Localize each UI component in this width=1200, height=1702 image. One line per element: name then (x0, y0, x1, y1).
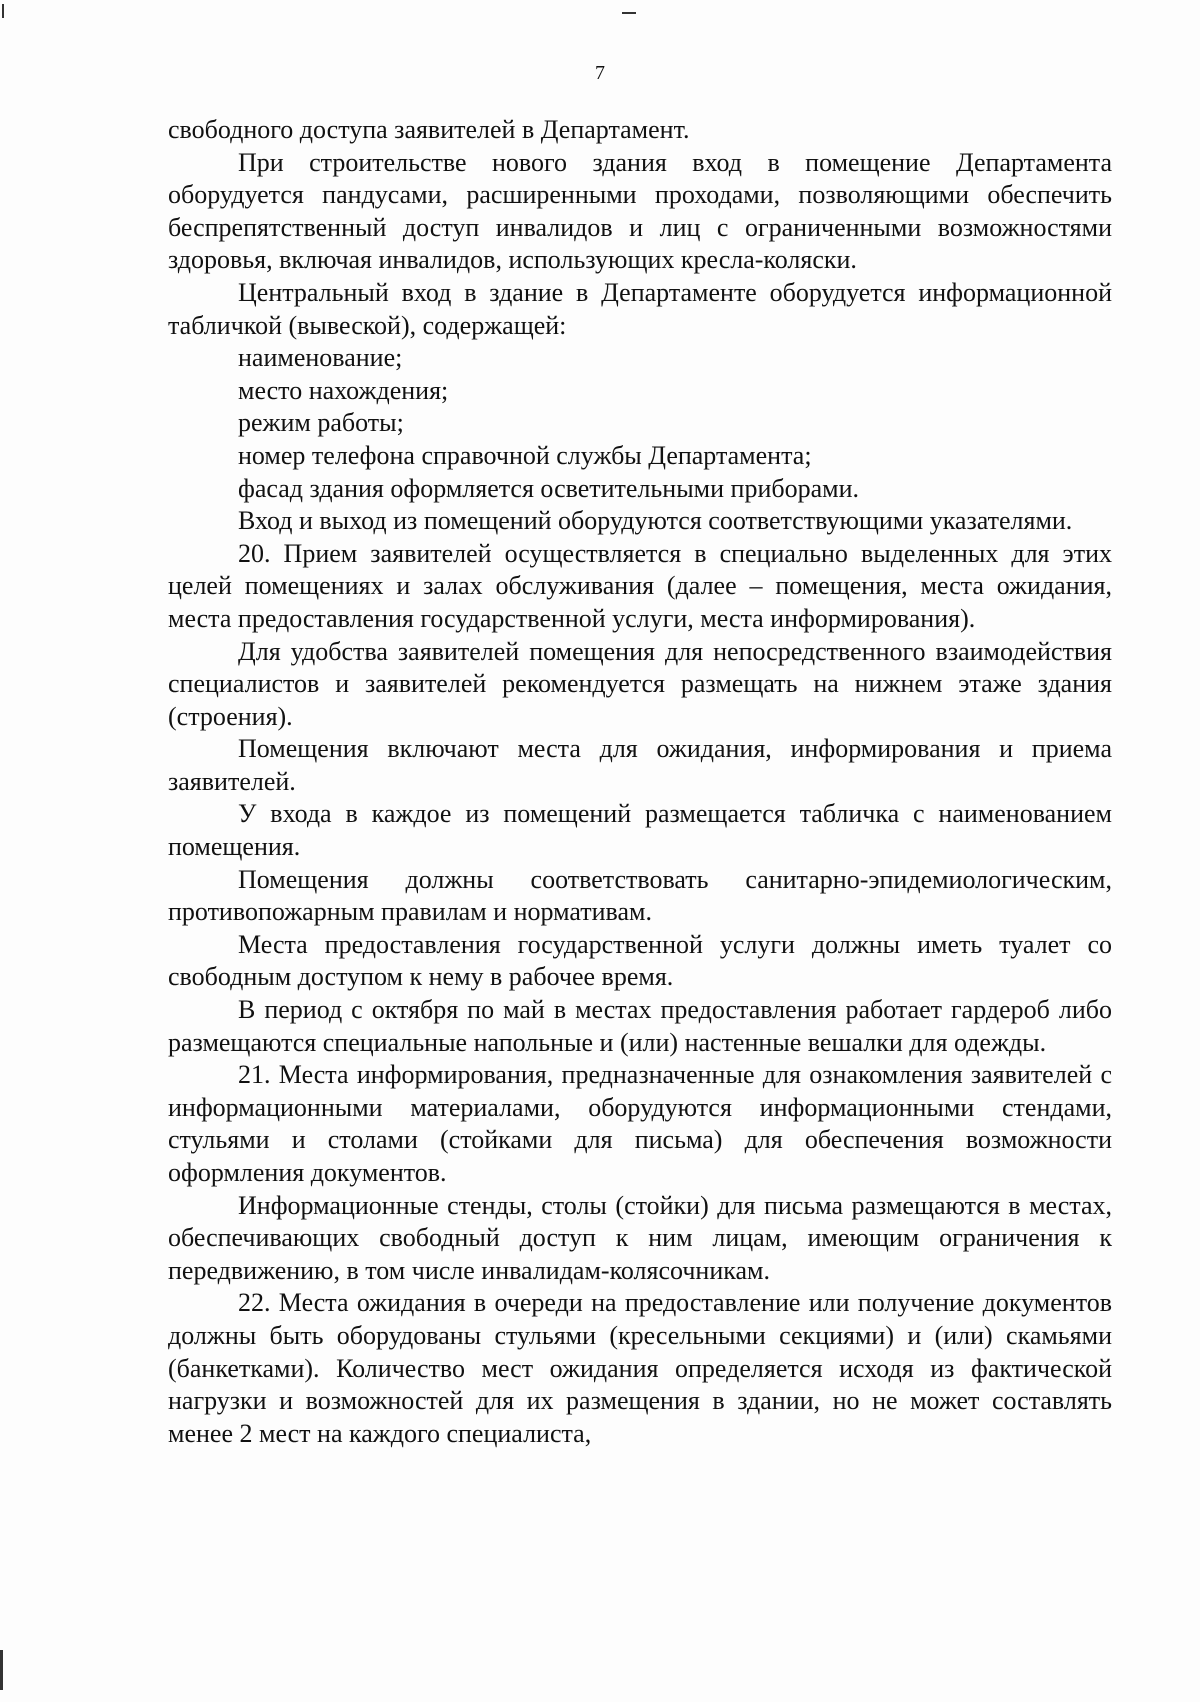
paragraph: свободного доступа заявителей в Департамент. (168, 115, 690, 144)
scan-mark (0, 1650, 3, 1690)
paragraph: У входа в каждое из помещений размещается табличка с наименованием помещения. (168, 799, 1112, 862)
scan-mark (622, 12, 636, 14)
paragraph: В период с октября по май в местах предоставления работает гардероб либо размещаются специальные напольные и (или) настенные вешалки для одежды. (168, 995, 1112, 1057)
paragraph: Вход и выход из помещений оборудуются соответствующими указателями. (238, 506, 1073, 536)
paragraph: Центральный вход в здание в Департаменте оборудуется информационной табличкой (вывеской), содержащей: (168, 277, 1112, 340)
list-item: место нахождения; (238, 375, 449, 405)
paragraph: Помещения должны соответствовать санитарно-эпидемиологическим, противопожарным правилам и нормативам. (168, 864, 1112, 927)
list-item: фасад здания оформляется осветительными приборами. (238, 473, 860, 503)
paragraph: 21. Места информирования, предназначенные для ознакомления заявителей с информационными материалами, оборудуются информационными стендами, стульями и столами (стойками для письма) для обеспечения возможности оформления документов. (168, 1060, 1112, 1187)
list-item: наименование; (238, 343, 403, 373)
document-body (168, 114, 1112, 1450)
scan-mark (2, 4, 4, 18)
list-item: номер телефона справочной службы Департамента; (238, 440, 812, 470)
paragraph: 22. Места ожидания в очереди на предоставление или получение документов должны быть оборудованы стульями (кресельными секциями) и (или) скамьями (банкетками). Количество мест ожидания определяется исходя из фактической нагрузки и возможностей для их размещения в здании, но не может составлять менее 2 мест на каждого специалиста, (168, 1288, 1112, 1448)
paragraph: Помещения включают места для ожидания, информирования и приема заявителей. (168, 734, 1112, 796)
paragraph: При строительстве нового здания вход в помещение Департамента оборудуется пандусами, расширенными проходами, позволяющими обеспечить беспрепятственный доступ инвалидов и лиц с ограниченными возможностями здоровья, включая инвалидов, использующих кресла-коляски. (168, 147, 1112, 275)
paragraph: Места предоставления государственной услуги должны иметь туалет со свободным доступом к нему в рабочее время. (168, 929, 1112, 992)
paragraph: Информационные стенды, столы (стойки) для письма размещаются в местах, обеспечивающих свободный доступ к ним лицам, имеющим ограничения к передвижению, в том числе инвалидам-колясочникам. (168, 1190, 1112, 1285)
paragraph: 20. Прием заявителей осуществляется в специально выделенных для этих целей помещениях и залах обслуживания (далее – помещения, места ожидания, места предоставления государственной услуги, места информирования). (168, 538, 1112, 633)
page-number: 7 (595, 62, 605, 84)
list-item: режим работы; (238, 408, 404, 438)
paragraph: Для удобства заявителей помещения для непосредственного взаимодействия специалистов и заявителей рекомендуется размещать на нижнем этаже здания (строения). (168, 636, 1112, 731)
